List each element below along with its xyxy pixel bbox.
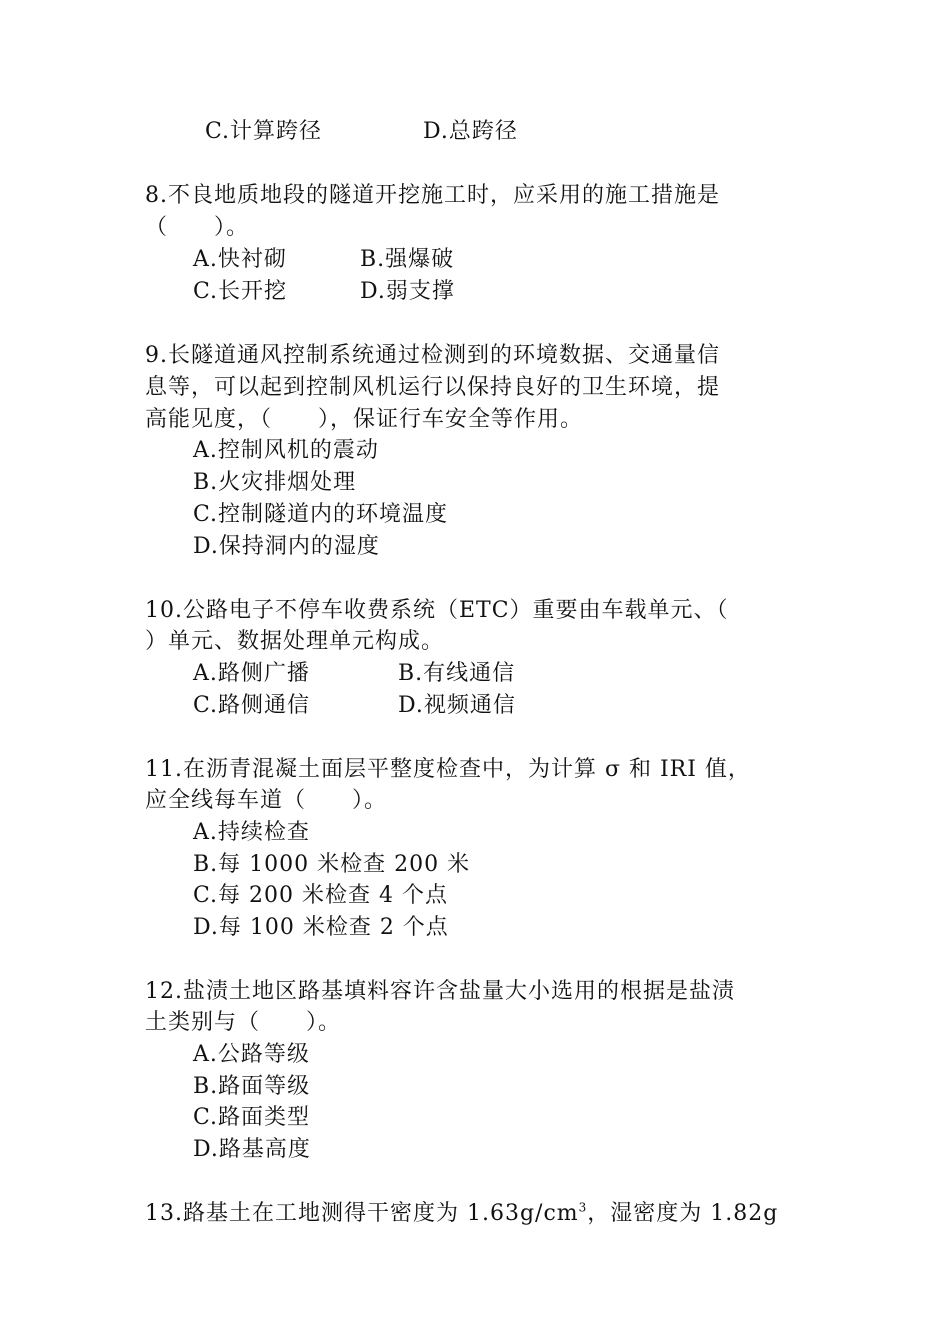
q10-stem-line-2: ）单元、数据处理单元构成。 (145, 629, 445, 654)
q8-stem-line-2: （ ）。 (145, 215, 250, 240)
q8-stem-line-1: 8.不良地质地段的隧道开挖施工时，应采用的施工措施是 (145, 183, 720, 208)
q12-option-b: B.路面等级 (193, 1074, 311, 1099)
q11-option-d: D.每 100 米检查 2 个点 (193, 915, 449, 940)
q7-option-c: C.计算跨径 (205, 119, 323, 144)
q8-option-b: B.强爆破 (360, 247, 455, 272)
q9-option-a: A.控制风机的震动 (193, 438, 379, 463)
q12-stem-line-1: 12.盐渍土地区路基填料容许含盐量大小选用的根据是盐渍 (145, 979, 735, 1004)
q10-option-b: B.有线通信 (398, 661, 516, 686)
q7-option-d: D.总跨径 (423, 119, 518, 144)
q13-stem-line-1 (145, 1199, 778, 1229)
q11-stem-line-1: 11.在沥青混凝土面层平整度检查中，为计算 σ 和 IRI 值， (145, 757, 751, 782)
q12-option-a: A.公路等级 (193, 1042, 310, 1067)
q9-option-b: B.火灾排烟处理 (193, 470, 357, 495)
q8-option-a: A.快衬砌 (193, 247, 287, 272)
q12-option-d: D.路基高度 (193, 1137, 311, 1162)
q9-option-c: C.控制隧道内的环境温度 (193, 502, 449, 527)
q9-option-d: D.保持洞内的湿度 (193, 534, 380, 559)
q10-stem-line-1: 10.公路电子不停车收费系统（ETC）重要由车载单元、（ (145, 598, 729, 623)
q13-stem-superscript: 3 (578, 1200, 588, 1215)
q11-option-a: A.持续检查 (193, 820, 310, 845)
q9-stem-line-1: 9.长隧道通风控制系统通过检测到的环境数据、交通量信 (145, 343, 720, 368)
q9-stem-line-2: 息等，可以起到控制风机运行以保持良好的卫生环境，提 (145, 375, 721, 400)
q12-stem-line-2: 土类别与（ ）。 (145, 1010, 342, 1035)
q12-option-c: C.路面类型 (193, 1105, 311, 1130)
q11-option-c: C.每 200 米检查 4 个点 (193, 883, 449, 908)
q10-option-c: C.路侧通信 (193, 693, 311, 718)
q11-option-b: B.每 1000 米检查 200 米 (193, 852, 471, 877)
q13-stem-text: 13.路基土在工地测得干密度为 1.63g/cm (145, 1201, 579, 1226)
q8-option-c: C.长开挖 (193, 279, 288, 304)
q10-option-a: A.路侧广播 (193, 661, 310, 686)
q11-stem-line-2: 应全线每车道（ ）。 (145, 788, 388, 813)
q9-stem-line-3: 高能见度，（ ），保证行车安全等作用。 (145, 407, 584, 432)
q10-option-d: D.视频通信 (398, 693, 516, 718)
q8-option-d: D.弱支撑 (360, 279, 455, 304)
q13-stem-text-cont: ，湿密度为 1.82g (587, 1201, 779, 1226)
